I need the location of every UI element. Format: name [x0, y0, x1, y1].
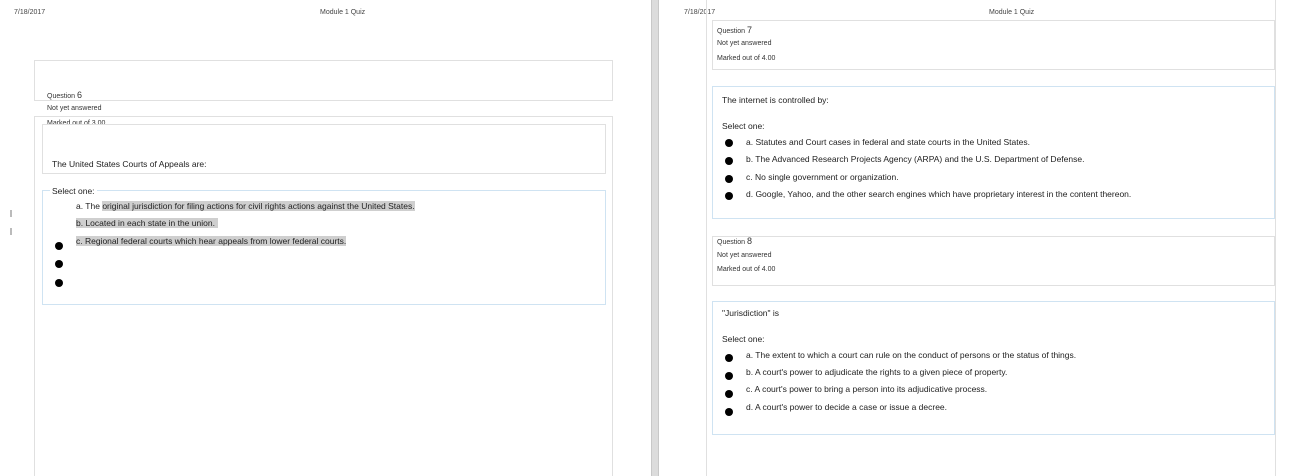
question-7-content-box [712, 86, 1275, 219]
radio-bullet-b[interactable] [725, 157, 733, 165]
radio-bullet-d[interactable] [725, 192, 733, 200]
radio-bullet-c[interactable] [55, 279, 63, 287]
question-6-marks: Marked out of 3.00 [47, 120, 106, 127]
print-date: 7/18/2017 [684, 9, 716, 16]
page-divider [651, 0, 659, 476]
print-title: Module 1 Quiz [989, 9, 1035, 16]
question-6-status: Not yet answered [47, 105, 102, 112]
question-7-option-a[interactable]: a. Statutes and Court cases in federal and state courts in the United States. [746, 137, 1030, 147]
radio-bullet-c[interactable] [725, 390, 733, 398]
question-7-label: Question 7 [717, 25, 752, 35]
radio-bullet-a[interactable] [55, 242, 63, 250]
question-7-select-one: Select one: [722, 121, 765, 131]
selection-handle-icon [10, 228, 12, 235]
question-8-status: Not yet answered [717, 252, 772, 259]
radio-bullet-b[interactable] [55, 260, 63, 268]
print-date: 7/18/2017 [14, 9, 46, 16]
question-6-prompt: The United States Courts of Appeals are: [52, 159, 207, 169]
left-page [0, 0, 651, 476]
question-8-info-box [712, 236, 1275, 286]
question-6-option-c[interactable]: c. Regional federal courts which hear appeals from lower federal courts. [76, 236, 347, 246]
question-8-option-a[interactable]: a. The extent to which a court can rule on the conduct of persons or the status of things. [746, 350, 1077, 360]
question-8-option-b[interactable]: b. A court's power to adjudicate the rights to a given piece of property. [746, 367, 1008, 377]
question-7-prompt: The internet is controlled by: [722, 95, 829, 105]
question-8-option-c[interactable]: c. A court's power to bring a person into its adjudicative process. [746, 384, 988, 394]
question-6-option-b[interactable]: b. Located in each state in the union. [76, 218, 218, 228]
question-6-label: Question 6 [47, 90, 82, 100]
question-8-prompt: "Jurisdiction" is [722, 308, 780, 318]
question-8-marks: Marked out of 4.00 [717, 266, 776, 273]
question-7-info-box [712, 20, 1275, 70]
question-8-option-d[interactable]: d. A court's power to decide a case or issue a decree. [746, 402, 948, 412]
radio-bullet-a[interactable] [725, 354, 733, 362]
radio-bullet-a[interactable] [725, 139, 733, 147]
question-7-option-b[interactable]: b. The Advanced Research Projects Agency (ARPA) and the U.S. Department of Defense. [746, 154, 1085, 164]
question-7-status: Not yet answered [717, 40, 772, 47]
question-7-marks: Marked out of 4.00 [717, 55, 776, 62]
question-8-label: Question 8 [717, 236, 752, 246]
radio-bullet-b[interactable] [725, 372, 733, 380]
print-title: Module 1 Quiz [320, 9, 366, 16]
previous-question-box [34, 60, 613, 101]
question-8-select-one: Select one: [722, 334, 765, 344]
radio-bullet-c[interactable] [725, 175, 733, 183]
right-page [659, 0, 1307, 476]
question-7-option-d[interactable]: d. Google, Yahoo, and the other search engines which have proprietary interest in the content thereon. [746, 189, 1132, 199]
selection-handle-icon [10, 210, 12, 217]
radio-bullet-d[interactable] [725, 408, 733, 416]
question-6-select-one: Select one: [52, 186, 95, 196]
question-6-option-a[interactable]: a. The original jurisdiction for filing actions for civil rights actions against the United States. [76, 201, 415, 211]
question-7-option-c[interactable]: c. No single government or organization. [746, 172, 899, 182]
